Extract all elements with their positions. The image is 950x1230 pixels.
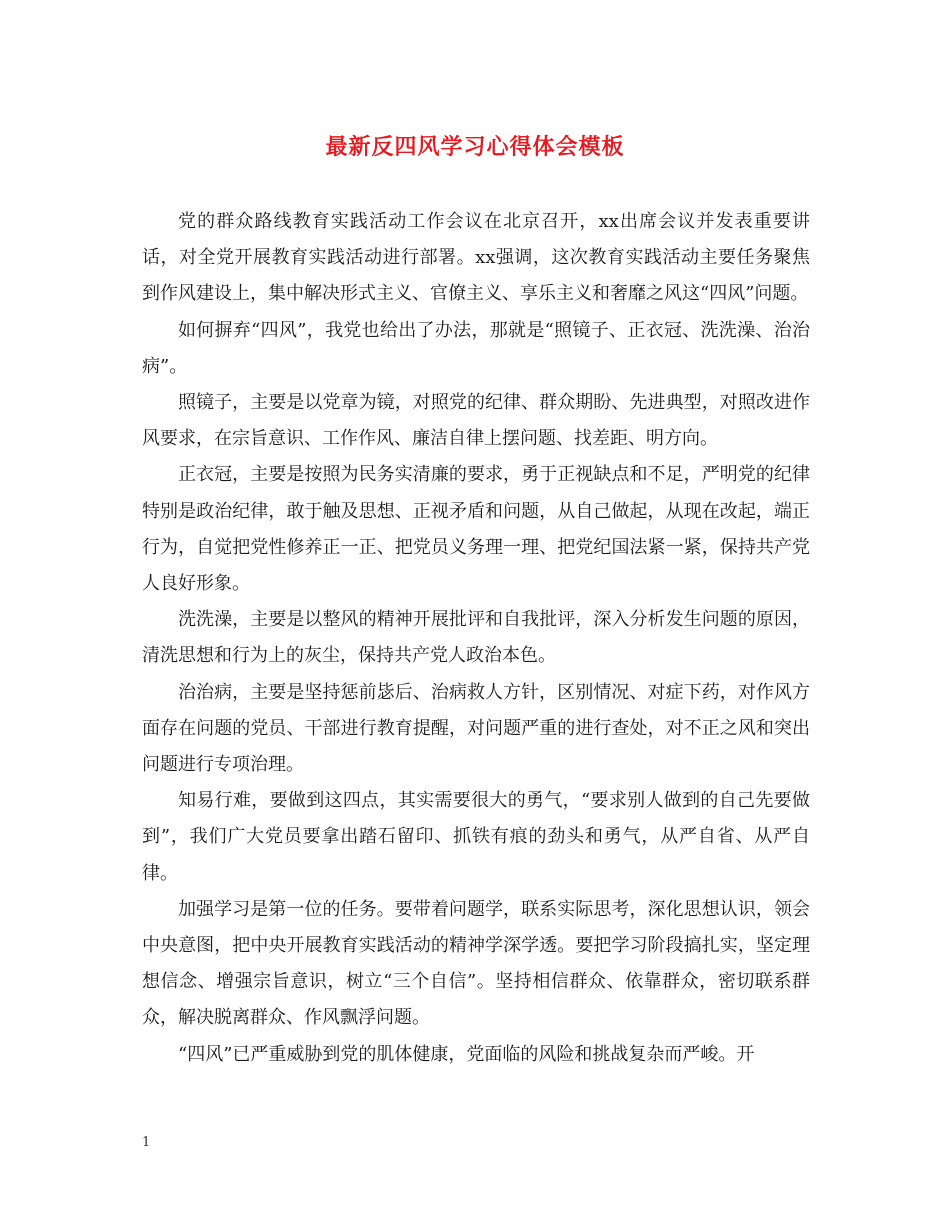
paragraph: 如何摒弃“四风”，我党也给出了办法，那就是“照镜子、正衣冠、洗洗澡、治治病”。 (142, 319, 810, 377)
page-number: 1 (142, 1135, 151, 1150)
paragraph: 照镜子，主要是以党章为镜，对照党的纪律、群众期盼、先进典型，对照改进作风要求，在宗旨意识、工作作风、廉洁自律上摆问题、找差距、明方向。 (142, 392, 810, 450)
paragraph: 知易行难，要做到这四点，其实需要很大的勇气，“要求别人做到的自己先要做到”，我们广大党员要拿出踏石留印、抓铁有痕的劲头和勇气，从严自省、从严自律。 (142, 790, 810, 884)
paragraph: 党的群众路线教育实践活动工作会议在北京召开，xx出席会议并发表重要讲话，对全党开展教育实践活动进行部署。xx强调，这次教育实践活动主要任务聚焦到作风建设上，集中解决形式主义、官僚主义、享乐主义和奢靡之风这“四风”问题。 (142, 211, 810, 305)
paragraph: 洗洗澡，主要是以整风的精神开展批评和自我批评，深入分析发生问题的原因，清洗思想和行为上的灰尘，保持共产党人政治本色。 (142, 609, 810, 667)
paragraph: 治治病，主要是坚持惩前毖后、治病救人方针，区别情况、对症下药，对作风方面存在问题的党员、干部进行教育提醒，对问题严重的进行查处，对不正之风和突出问题进行专项治理。 (142, 681, 810, 776)
paragraph: “四风”已严重威胁到党的肌体健康，党面临的风险和挑战复杂而严峻。开 (178, 1043, 755, 1065)
document-body (142, 204, 810, 1073)
paragraph: 加强学习是第一位的任务。要带着问题学，联系实际思考，深化思想认识，领会中央意图，把中央开展教育实践活动的精神学深学透。要把学习阶段搞扎实，坚定理想信念、增强宗旨意识，树立“三个自信”。坚持相信群众、依靠群众，密切联系群众，解决脱离群众、作风飘浮问题。 (142, 898, 810, 1029)
paragraph: 正衣冠，主要是按照为民务实清廉的要求，勇于正视缺点和不足，严明党的纪律特别是政治纪律，敢于触及思想、正视矛盾和问题，从自己做起，从现在改起，端正行为，自觉把党性修养正一正、把党员义务理一理、把党纪国法紧一紧，保持共产党人良好形象。 (142, 464, 810, 595)
document-title: 最新反四风学习心得体会模板 (325, 134, 625, 160)
